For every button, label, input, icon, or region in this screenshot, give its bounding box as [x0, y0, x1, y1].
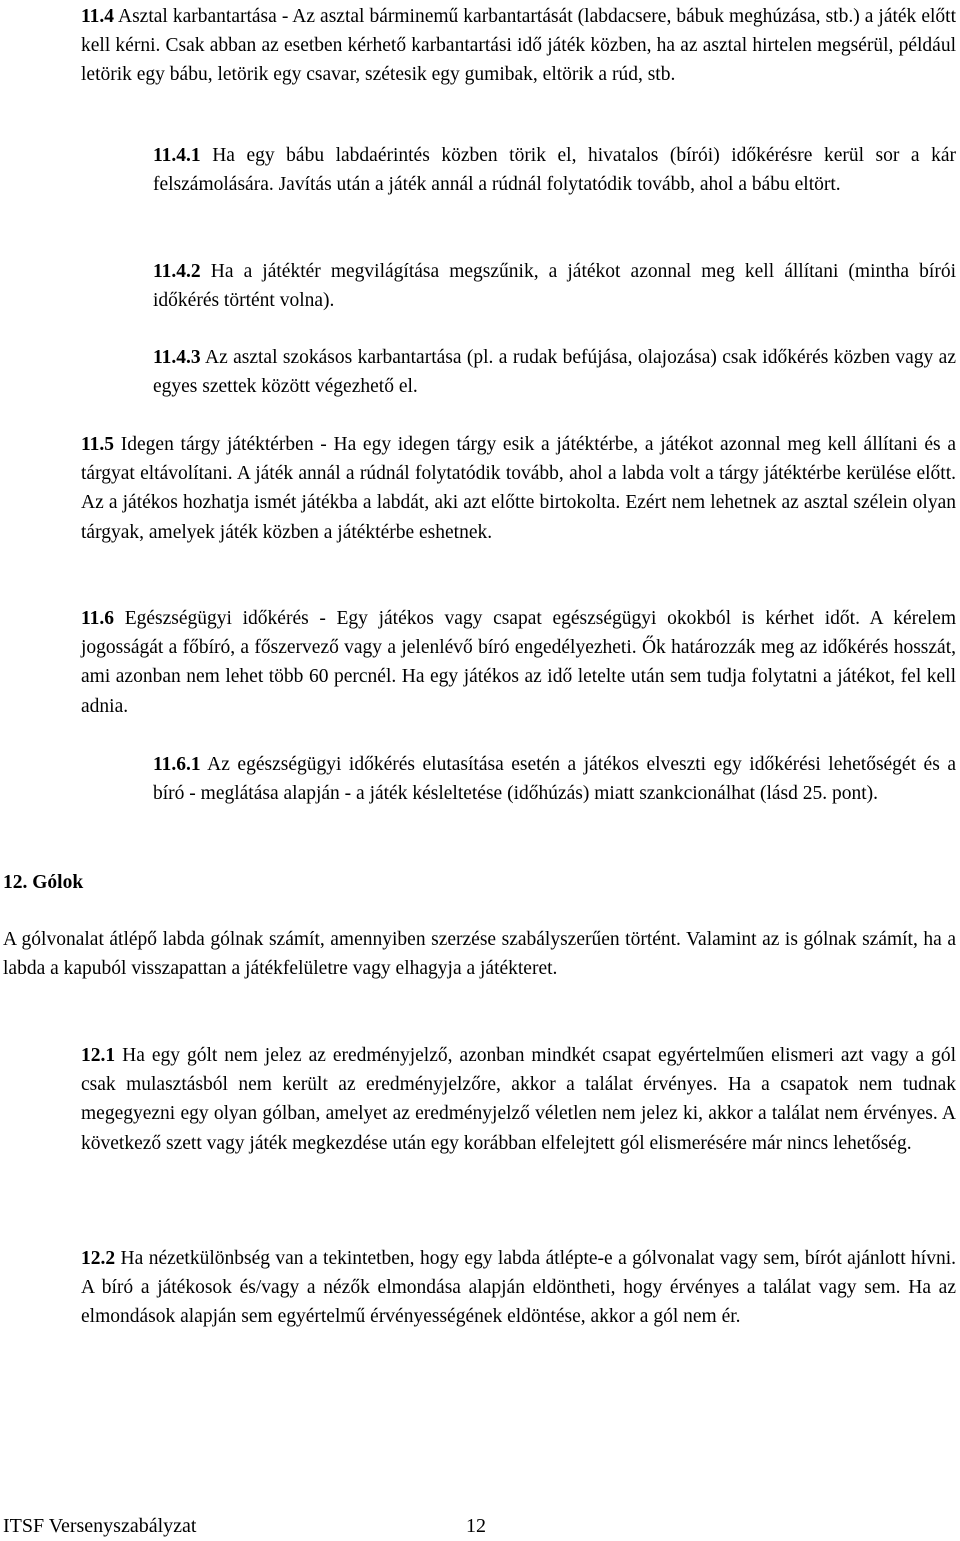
- section-text: Az egészségügyi időkérés elutasítása esetén a játékos elveszti egy időkérési lehetőségét és a bíró - meglátása alapján - a játék késleltetése (időhúzás) miatt szankcionálhat (lásd 25. pont).: [153, 754, 956, 805]
- section-text: Ha egy bábu labdaérintés közben törik el, hivatalos (bírói) időkérésre kerül sor a kár felszámolására. Javítás után a játék annál a rúdnál folytatódik tovább, ahol a bábu eltört.: [153, 145, 956, 196]
- section-11-4: [81, 2, 956, 90]
- section-text: Egészségügyi időkérés - Egy játékos vagy csapat egészségügyi okokból is kérhet időt. A kérelem jogosságát a főbíró, a főszervező vagy a jelenlévő bíró engedélyezheti. Ők határozzák meg az időkérés hosszát, ami azonban nem lehet több 60 percnél. Ha egy játékos az idő letelte után sem tudja folytatni a játékot, fel kell adnia.: [81, 608, 957, 717]
- footer-title: ITSF Versenyszabályzat: [3, 1515, 197, 1537]
- section-number: 11.5: [81, 434, 115, 455]
- section-11-4-2: [153, 257, 956, 315]
- section-11-6-1: [153, 750, 956, 808]
- page-number: 12: [466, 1515, 486, 1537]
- section-text: Ha egy gólt nem jelez az eredményjelző, azonban mindkét csapat egyértelműen elismeri azt vagy a gól csak mulasztásból nem került az eredményjelzőre, akkor a találat érvényes. Ha a csapatok nem tudnak megegyezni egy olyan gólban, amelyet az eredményjelző véletlen nem jelez ki, akkor a találat nem érvényes. A következő szett vagy játék megkezdése után egy korábban elfelejtett gól elismerésére már nincs lehetőség.: [81, 1045, 957, 1154]
- section-number: 11.4: [81, 6, 115, 27]
- section-text: Ha nézetkülönbség van a tekintetben, hogy egy labda átlépte-e a gólvonalat vagy sem, bírót ajánlott hívni. A bíró a játékosok és/vagy a nézők elmondása alapján eldöntheti, hogy érvényes a találat vagy sem. Ha az elmondások alapján sem egyértelmű érvényességének eldöntése, akkor a gól nem ér.: [81, 1248, 956, 1328]
- section-text: Az asztal szokásos karbantartása (pl. a rudak befújása, olajozása) csak időkérés közben vagy az egyes szettek között végezhető el.: [153, 347, 956, 398]
- section-11-6: [81, 604, 956, 721]
- section-number: 12.2: [81, 1248, 116, 1269]
- section-number: 11.6.1: [153, 754, 201, 775]
- section-12-1: [81, 1041, 956, 1158]
- chapter-heading: 12. Gólok: [3, 872, 84, 893]
- section-12-2: [81, 1244, 956, 1332]
- section-text: Idegen tárgy játéktérben - Ha egy idegen tárgy esik a játéktérbe, a játékot azonnal meg kell állítani és a tárgyat eltávolítani. A játék annál a rúdnál folytatódik tovább, ahol a labda volt a tárgy játéktérbe kerülése előtt. Az a játékos hozhatja ismét játékba a labdát, aki azt előtte birtokolta. Ezért nem lehetnek az asztal szélein olyan tárgyak, amelyek játék közben a játéktérbe eshetnek.: [81, 434, 957, 543]
- section-11-4-1: [153, 141, 956, 199]
- section-text: Ha a játéktér megvilágítása megszűnik, a játékot azonnal meg kell állítani (mintha bírói időkérés történt volna).: [153, 261, 956, 312]
- section-text: Asztal karbantartása - Az asztal bárminemű karbantartását (labdacsere, bábuk meghúzása, stb.) a játék előtt kell kérni. Csak abban az esetben kérhető karbantartási idő játék közben, ha az asztal hirtelen megsérül, például letörik egy bábu, letörik egy csavar, szétesik egy gumibak, eltörik a rúd, stb.: [81, 6, 956, 86]
- section-number: 11.4.1: [153, 145, 201, 166]
- section-11-4-3: [153, 343, 956, 401]
- section-number: 11.4.2: [153, 261, 201, 282]
- section-number: 11.4.3: [153, 347, 201, 368]
- section-number: 12.1: [81, 1045, 116, 1066]
- chapter-intro: A gólvonalat átlépő labda gólnak számít, amennyiben szerzése szabályszerűen történt. Valamint az is gólnak számít, ha a labda a kapuból visszapattan a játékfelületre vagy elhagyja a játékteret.: [3, 929, 956, 980]
- section-11-5: [81, 430, 956, 547]
- section-number: 11.6: [81, 608, 115, 629]
